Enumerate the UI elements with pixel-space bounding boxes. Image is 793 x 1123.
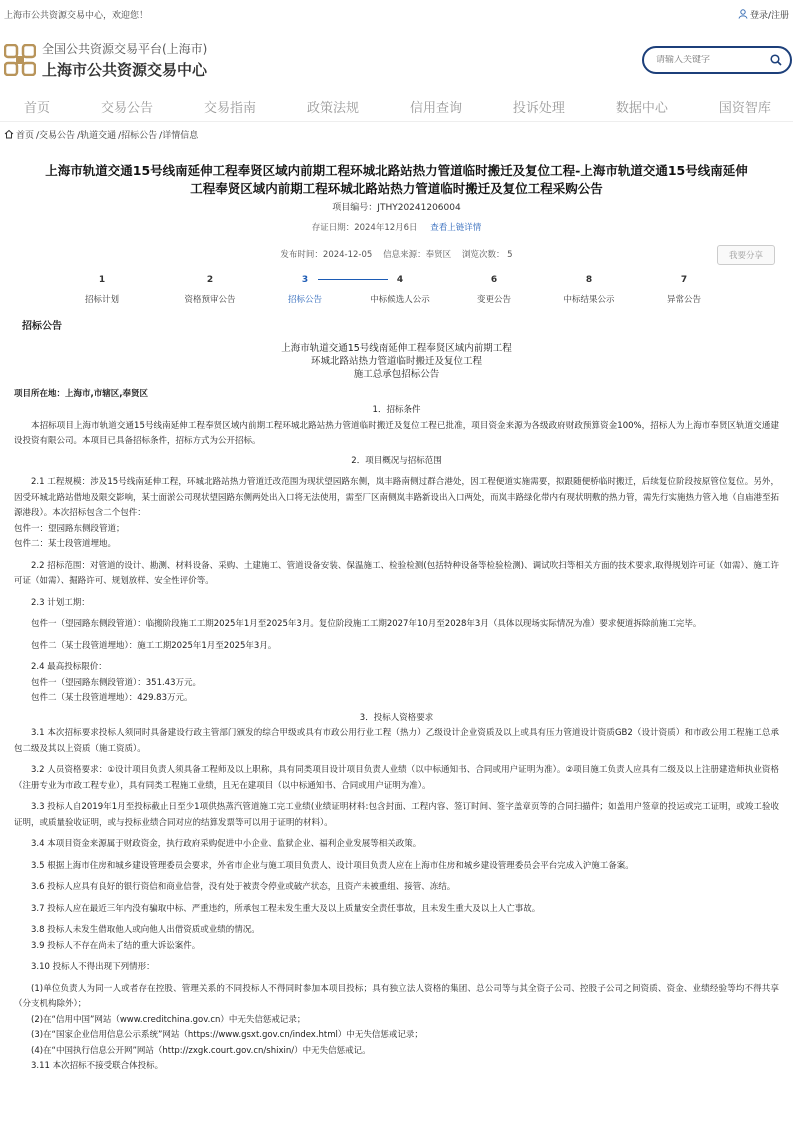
para-2-3b: 包件二（某士段管道埋地）：施工工期2025年1月至2025年3月。 [31, 640, 277, 651]
brand-line1: 全国公共资源交易平台(上海市) [42, 42, 208, 56]
nav-think-tank[interactable]: 国资智库 [718, 101, 771, 116]
info-source: 信息来源：奉贤区 [383, 250, 452, 260]
para-3-6: 3.6 投标人应具有良好的银行资信和商业信誉，没有处于被责令停业或破产状态，且资产未被重组、接管、冻结。 [31, 882, 456, 892]
project-location: 项目所在地：上海市,市辖区,奉贤区 [14, 389, 148, 399]
main-nav [0, 92, 793, 122]
chain-detail-link[interactable]: 查看上链详情 [430, 223, 482, 233]
publish-time: 发布时间：2024-12-05 [280, 250, 373, 260]
search-input[interactable] [656, 55, 766, 65]
brand-line2: 上海市公共资源交易中心 [42, 61, 208, 79]
nav-trade-announcement[interactable]: 交易公告 [100, 101, 153, 116]
logo[interactable] [4, 40, 207, 80]
step-prequal[interactable]: 2 资格预审公告 [184, 275, 236, 305]
nav-complaint[interactable]: 投诉处理 [512, 101, 565, 116]
para-2-2: 2.2 招标范围：对管道的设计、勘测、材料设备、采购、土建施工、管道设备安装、保温施工、检验检测(包括特种设备等检验检测)、调试吹扫等相关方面的技术要求,取得规划许可证（如需）、施工许可证（如需）、掘路许可、规划放样、安全性评价等。 [14, 560, 779, 586]
para-3-9: 3.9 投标人不存在尚未了结的重大诉讼案件。 [31, 940, 201, 951]
deposit-date: 存证日期：2024年12月6日 [311, 223, 418, 233]
para-2-3: 2.3 计划工期： [31, 597, 90, 608]
share-button[interactable]: 我要分享 [717, 245, 775, 265]
lot-2: 包件二：某士段管道埋地。 [14, 539, 117, 549]
user-icon [738, 9, 748, 19]
top-bar [0, 0, 793, 28]
brand-header [0, 28, 793, 92]
breadcrumb [0, 124, 793, 144]
crumb-home[interactable]: 首页 [16, 130, 35, 141]
para-1: 本招标项目上海市轨道交通15号线南延伸工程奉贤区域内前期工程环城北路站热力管道临时搬迁及复位工程已批准，项目资金来源为各级政府财政预算资金100%，招标人为上海市奉贤区轨道交通建设投资有限公司。本项目已具备招标条件，招标方式为公开招标。 [14, 420, 779, 446]
para-2-1: 2.1 工程规模：涉及15号线南延伸工程，环城北路站热力管道迁改范围为现状望园路东侧，岚丰路南侧过群合港处，因工程便道实施需要，拟跟随便桥临时搬迁，后续复位阶段按原管位复位。另外，因受环城北路站借地及限交影响，某士面淤公司现状望园路东侧两处出入口将无法使用，需至厂区南侧岚丰路新设出入口两处，而岚丰路绿化带内有现状明敷的热力管，需先行实施热力管入地（自庙港至拓源港段）。本次招标包含二个包件： [14, 477, 780, 518]
heading-2: 2．项目概况与招标范围 [351, 455, 442, 466]
para-3-2: 3.2 人员资格要求：①设计项目负责人须具备工程师及以上职称，具有同类项目设计项目负责人业绩（以中标通知书、合同或用户证明为准）。②项目施工负责人应具有二级及以上注册建造师执业资格（注册专业为市政工程专业），具有同类工程施工业绩，且无在建项目（以中标通知书、合同或用户证明为准）。 [14, 765, 779, 791]
crumb-rail[interactable]: /轨道交通 [77, 130, 117, 141]
para-3-10a: (1)单位负责人为同一人或者存在控股、管理关系的不同投标人不得同时参加本项目投标；具有独立法人资格的集团、总公司等与其全资子公司、控股子公司之间资质、资金、业绩经验等均不得共享（分支机构除外）； [14, 983, 779, 1009]
para-3-10c: (3)在“国家企业信用信息公示系统”网站（https://www.gsxt.gov.cn/index.html）中无失信惩戒记录； [31, 1030, 423, 1040]
home-icon [4, 129, 14, 139]
step-tender-announcement[interactable]: 3 招标公告 [287, 275, 322, 305]
lot-1: 包件一：望园路东侧段管道； [14, 523, 125, 534]
views-count: 5 [507, 250, 513, 260]
crumb-detail: /详情信息 [159, 130, 199, 141]
section-title: 招标公告 [22, 321, 62, 332]
announcement-body [0, 403, 793, 1075]
announcement-title: 上海市轨道交通15号线南延伸工程奉贤区域内前期工程 环城北路站热力管道临时搬迁及复位工程 施工总承包招标公告 [281, 343, 512, 380]
deposit-info [0, 221, 793, 233]
crumb-trade[interactable]: /交易公告 [36, 130, 76, 141]
process-steps [0, 272, 793, 314]
para-2-4: 2.4 最高投标限价： [31, 662, 107, 672]
para-3-8: 3.8 投标人未发生借取他人或向他人出借资质或业绩的情况。 [31, 925, 260, 935]
step-change[interactable]: 6 变更公告 [476, 275, 511, 305]
step-result[interactable]: 8 中标结果公示 [563, 275, 615, 305]
login-link[interactable] [738, 8, 789, 21]
search-icon[interactable] [770, 54, 782, 66]
para-3-10: 3.10 投标人不得出现下列情形： [31, 962, 155, 972]
para-3-10b: (2)在“信用中国”网站（www.creditchina.gov.cn）中无失信惩戒记录； [31, 1014, 306, 1025]
para-2-4a: 包件一（望园路东侧段管道）：351.43万元。 [31, 677, 201, 688]
nav-home[interactable]: 首页 [24, 101, 51, 116]
para-3-4: 3.4 本项目资金来源属于财政资金，执行政府采购促进中小企业、监狱企业、福利企业发展等相关政策。 [31, 839, 422, 849]
para-3-3: 3.3 投标人自2019年1月至投标截止日至少1项供热蒸汽管道施工完工业绩(业绩证明材料:包含封面、工程内容、签订时间、签字盖章页等的合同扫描件；如盖用户签章的投运或完工证明，或竣工验收证明，或质量验收证明，或与投标业绩合同对应的结算发票等可以用于证明的材料）。 [14, 802, 779, 828]
para-3-11: 3.11 本次招标不接受联合体投标。 [31, 1061, 164, 1071]
para-2-3a: 包件一（望园路东侧段管道）：临搬阶段施工工期2025年1月至2025年3月。复位阶段施工工期2027年10月至2028年3月（具体以现场实际情况为准）要求便道拆除前施工完毕。 [31, 619, 702, 629]
heading-1: 1．招标条件 [372, 405, 421, 415]
page-title: 上海市轨道交通15号线南延伸工程奉贤区域内前期工程环城北路站热力管道临时搬迁及复位工程-上海市轨道交通15号线南延伸工程奉贤区域内前期工程环城北路站热力管道临时搬迁及复位工程采购公告 [45, 163, 748, 196]
project-number: 项目编号：JTHY20241206004 [332, 203, 461, 213]
para-2-4b: 包件二（某士段管道埋地）：429.83万元。 [31, 693, 193, 703]
step-candidates[interactable]: 4 中标候选人公示 [370, 275, 430, 305]
views-label: 浏览次数： [461, 250, 505, 260]
para-3-7: 3.7 投标人应在最近三年内没有骗取中标、严重违约，所承包工程未发生重大及以上质量安全责任事故，且未发生重大及以上人亡事故。 [31, 903, 541, 914]
welcome-text: 上海市公共资源交易中心，欢迎您！ [4, 10, 149, 21]
nav-policy[interactable]: 政策法规 [306, 101, 359, 116]
heading-3: 3．投标人资格要求 [359, 712, 434, 723]
nav-trade-guide[interactable]: 交易指南 [203, 101, 256, 116]
para-3-1: 3.1 本次招标要求投标人须同时具备建设行政主管部门颁发的综合甲级或具有市政公用行业工程（热力）乙级设计企业资质及以上或具有压力管道设计资质GB2（设计资质）和市政公用工程施工总承包二级及其以上资质（施工资质）。 [14, 728, 779, 754]
login-label: 登录/注册 [749, 10, 789, 21]
publish-info [0, 245, 793, 265]
nav-credit[interactable]: 信用查询 [409, 101, 462, 116]
crumb-tender[interactable]: /招标公告 [118, 130, 158, 141]
nav-data-center[interactable]: 数据中心 [615, 101, 668, 116]
search-box[interactable] [642, 46, 792, 74]
para-3-10d: (4)在“中国执行信息公开网”网站（http://zxgk.court.gov.cn/shixin/）中无失信惩戒记。 [31, 1045, 371, 1056]
logo-icon [4, 44, 36, 76]
step-plan[interactable]: 1 招标计划 [84, 275, 119, 305]
step-abnormal[interactable]: 7 异常公告 [666, 275, 701, 305]
para-3-5: 3.5 根据上海市住房和城乡建设管理委员会要求，外省市企业与施工项目负责人、设计项目负责人应在上海市住房和城乡建设管理委员会平台完成入沪施工备案。 [31, 860, 634, 871]
